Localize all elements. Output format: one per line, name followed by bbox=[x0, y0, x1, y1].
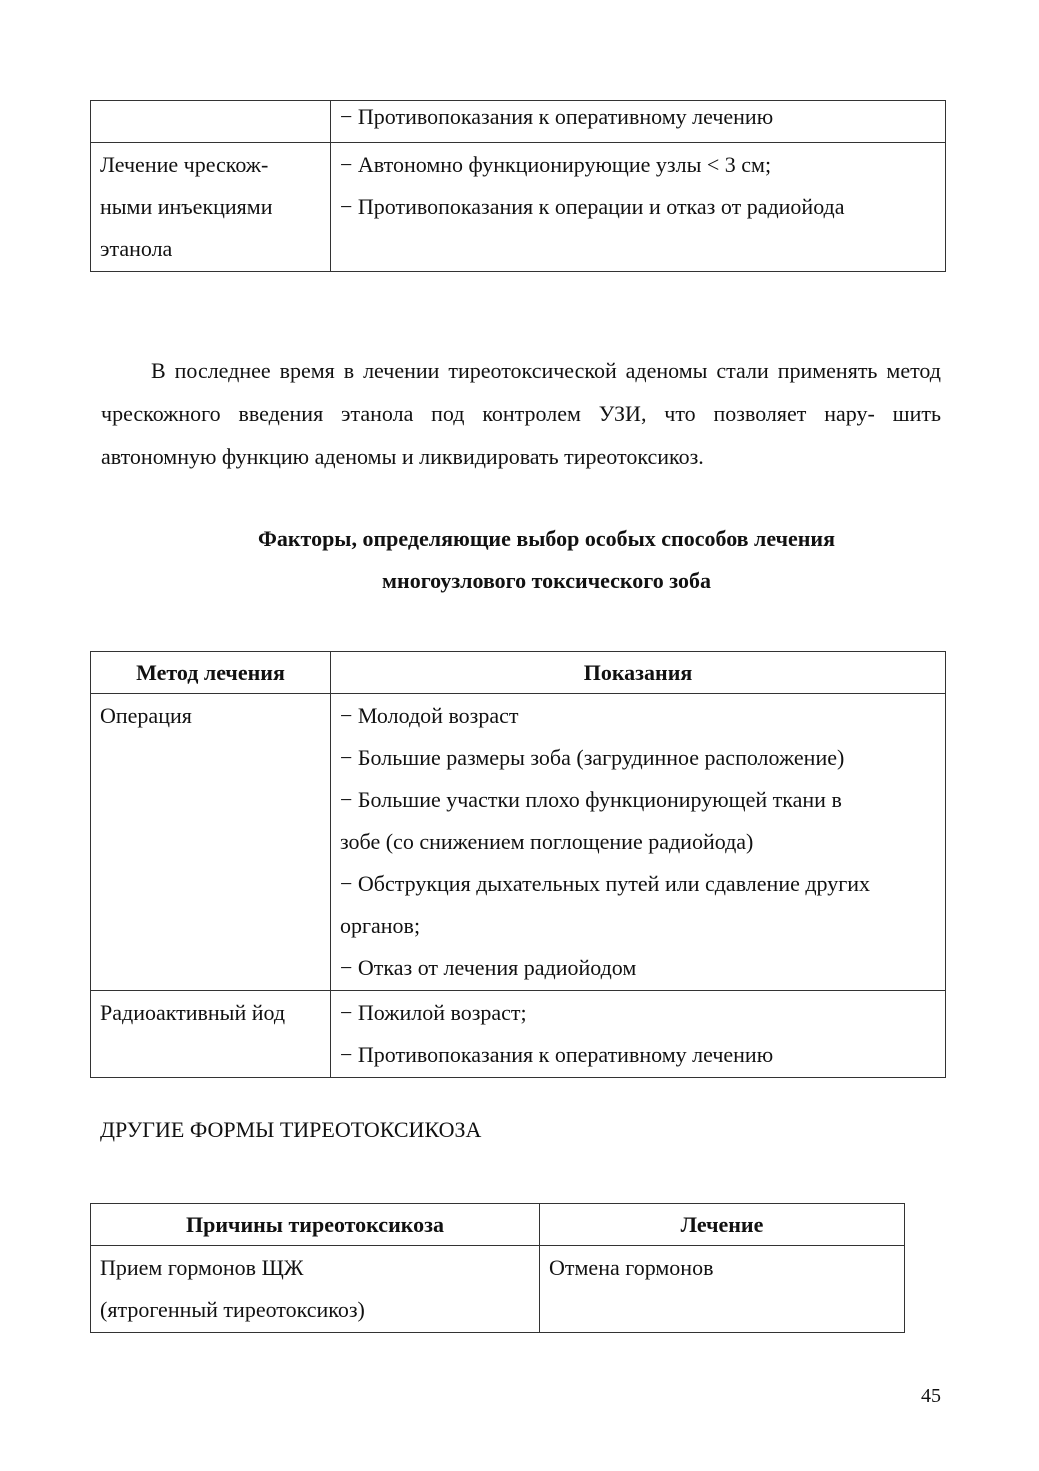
method-cell: Операция bbox=[91, 694, 331, 991]
method-cell: Радиоактивный йод bbox=[91, 991, 331, 1078]
section-title: ДРУГИЕ ФОРМЫ ТИРЕОТОКСИКОЗА bbox=[100, 1117, 482, 1142]
list-item: − Противопоказания к оперативному лечению bbox=[340, 104, 774, 129]
list-item: органов; bbox=[340, 913, 421, 938]
indications-cell bbox=[331, 101, 946, 143]
list-item: − Большие размеры зоба (загрудинное расположение) bbox=[340, 745, 845, 770]
list-item: − Обструкция дыхательных путей или сдавление других bbox=[340, 871, 871, 896]
method-cell: Лечение чрескож- ными инъекциями этанола bbox=[91, 143, 331, 272]
indications-cell bbox=[331, 694, 946, 991]
table-header-row bbox=[91, 652, 946, 694]
column-header: Метод лечения bbox=[91, 652, 331, 694]
column-header: Лечение bbox=[540, 1204, 905, 1246]
column-header: Причины тиреотоксикоза bbox=[91, 1204, 540, 1246]
table-row bbox=[91, 1246, 905, 1333]
treatment-factors-table bbox=[90, 651, 946, 1078]
cause-cell: Прием гормонов ЩЖ (ятрогенный тиреотоксикоз) bbox=[91, 1246, 540, 1333]
list-item: − Противопоказания к оперативному лечению bbox=[340, 1042, 774, 1067]
indications-cell bbox=[331, 991, 946, 1078]
column-header: Показания bbox=[331, 652, 946, 694]
list-item: − Молодой возраст bbox=[340, 703, 519, 728]
list-item: зобе (со снижением поглощение радиойода) bbox=[340, 829, 754, 854]
continuation-table bbox=[90, 100, 946, 272]
list-item: − Пожилой возраст; bbox=[340, 1000, 527, 1025]
list-item: − Противопоказания к операции и отказ от радиойода bbox=[340, 194, 845, 219]
body-paragraph: В последнее время в лечении тиреотоксической аденомы стали применять метод чрескожного введения этанола под контролем УЗИ, что позволяет нару- шить автономную функцию аденомы и ликвидировать тиреотоксикоз. bbox=[101, 358, 941, 469]
list-item: − Отказ от лечения радиойодом bbox=[340, 955, 637, 980]
indications-cell bbox=[331, 143, 946, 272]
table-row bbox=[91, 991, 946, 1078]
table-heading: Факторы, определяющие выбор особых способов лечения многоузлового токсического зоба bbox=[257, 526, 836, 593]
table-row bbox=[91, 694, 946, 991]
table-row bbox=[91, 101, 946, 143]
treatment-cell: Отмена гормонов bbox=[540, 1246, 905, 1333]
page-number: 45 bbox=[921, 1385, 941, 1407]
list-item: − Большие участки плохо функционирующей ткани в bbox=[340, 787, 842, 812]
table-row bbox=[91, 143, 946, 272]
method-cell bbox=[91, 101, 331, 143]
table-header-row bbox=[91, 1204, 905, 1246]
other-forms-table bbox=[90, 1203, 905, 1333]
list-item: − Автономно функционирующие узлы < 3 см; bbox=[340, 152, 772, 177]
